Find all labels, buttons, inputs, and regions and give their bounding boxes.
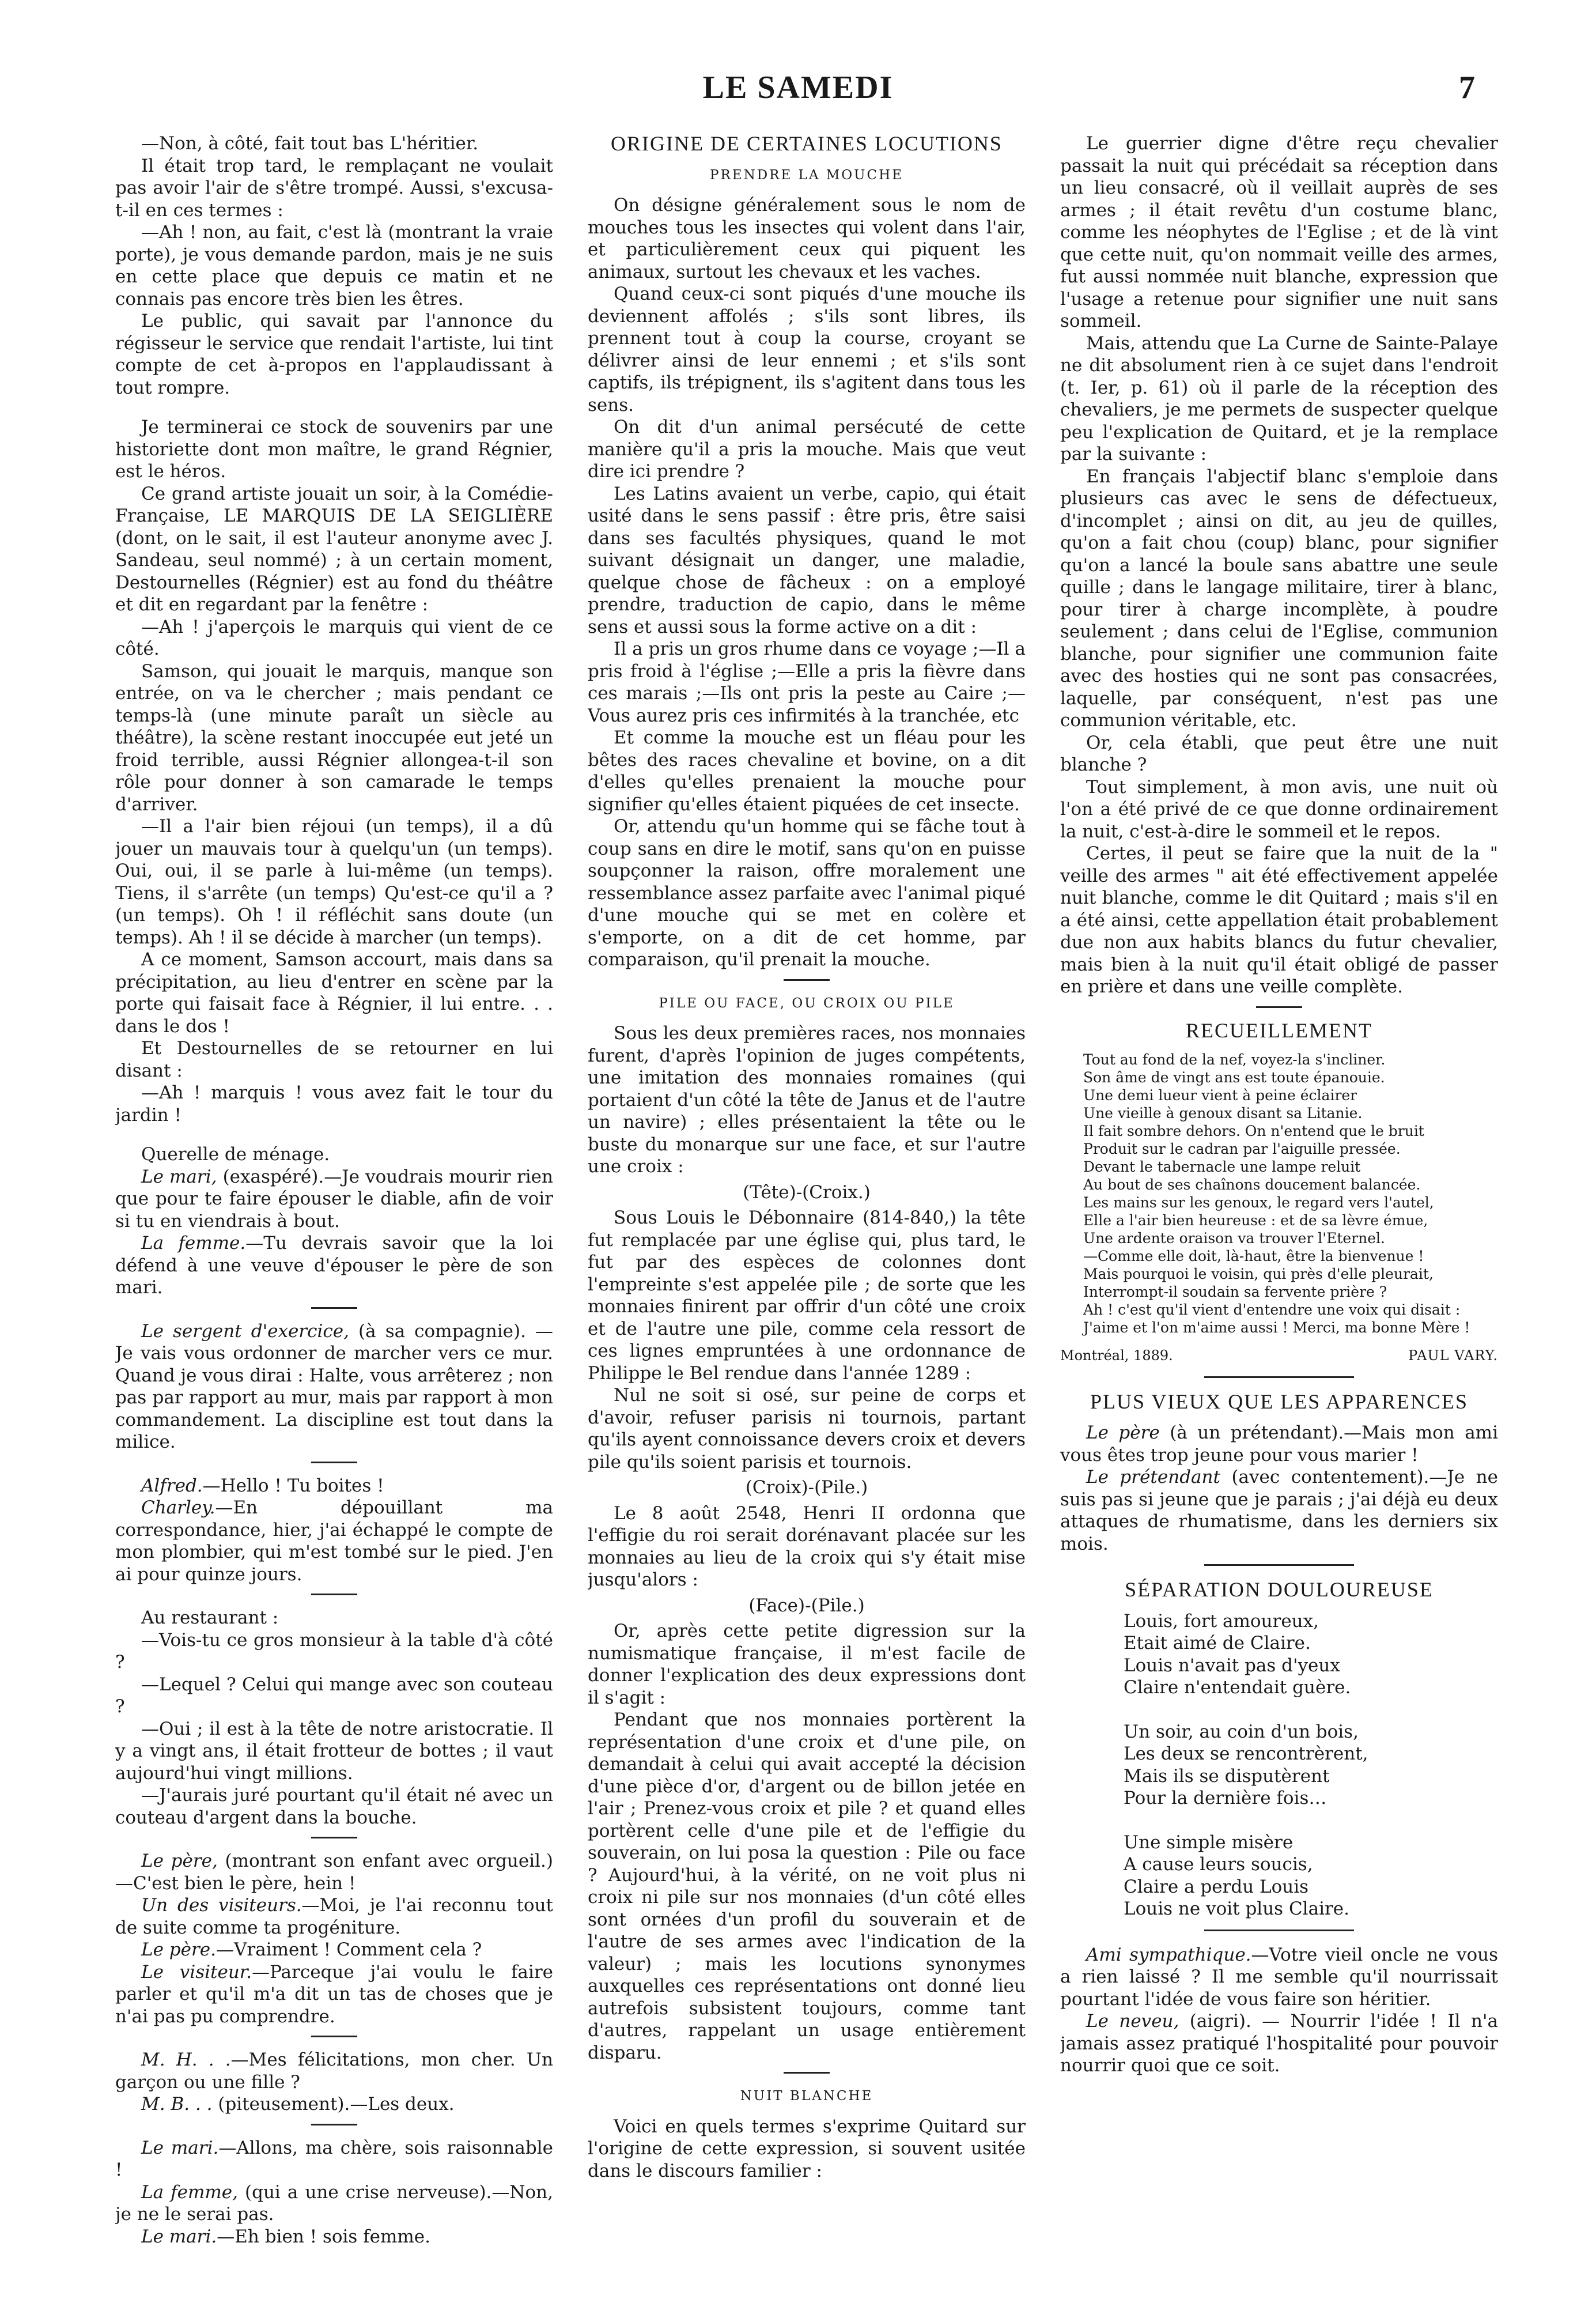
separator-rule — [311, 1307, 357, 1309]
paragraph: —Vois-tu ce gros monsieur à la table d'à côté ? — [115, 1629, 553, 1672]
paragraph: Or, après cette petite digression sur la numismatique française, il m'est facile de donner l'explication des deux expressions dont il s'agit : — [588, 1621, 1026, 1708]
paragraph: Sous Louis le Débonnaire (814-840,) la tête fut remplacée par une église qui, plus tard, le fut par des espèces de colonnes dont l'empreinte s'est appelée pile ; de sorte que les monnaies finirent par offrir d'un côté une croix et de l'autre une pile, comme cela ressort de ces lignes empruntées à une ordonnance de Philippe le Bel rendue dans l'année 1289 : — [588, 1207, 1026, 1384]
paragraph: Charley.—En dépouillant ma correspondance, hier, j'ai échappé le compte de mon plombier, qui m'est tombé sur le pied. J'en ai pour quinze jours. — [115, 1497, 553, 1585]
formula-line: (Face)-(Pile.) — [748, 1595, 865, 1616]
paragraph: Je terminerai ce stock de souvenirs par une historiette dont mon maître, le grand Régnier, est le héros. — [115, 417, 553, 482]
stanza-gap — [1124, 1699, 1498, 1721]
separator-rule — [311, 2036, 357, 2037]
column-1 — [115, 133, 553, 2300]
verse-line: Un soir, au coin d'un bois, — [1124, 1721, 1359, 1742]
verse-line: Louis ne voit plus Claire. — [1124, 1898, 1349, 1919]
poem-line: Les mains sur les genoux, le regard vers l'autel, — [1083, 1194, 1434, 1211]
paragraph: Et comme la mouche est un fléau pour les bêtes des races chevaline et bovine, on a dit d'elles qu'elles prenaient la mouche pour signifier qu'elles étaient piquées de cet insecte. — [588, 727, 1026, 815]
separator-rule — [311, 2124, 357, 2125]
paragraph: —Lequel ? Celui qui mange avec son couteau ? — [115, 1674, 553, 1717]
section-subheading: PRENDRE LA MOUCHE — [710, 167, 903, 183]
paragraph: Et Destournelles de se retourner en lui disant : — [115, 1038, 553, 1081]
columns — [115, 133, 1498, 2300]
paragraph: —J'aurais juré pourtant qu'il était né avec un couteau d'argent dans la bouche. — [115, 1785, 553, 1828]
paragraph: Pendant que nos monnaies portèrent la représentation d'une croix et d'une pile, on demandait à celui qui avait accepté la décision d'une pièce d'or, d'argent ou de billon jetée en l'air ; Prenez-vous croix et pile ? et quand elles portèrent celle d'une pile et de l'effigie du souverain, on lui posa la question : Pile ou face ? Aujourd'hui, à la vérité, on ne voit plus ni croix ni pile sur nos monnaies (d'un côté elles sont ornées d'un profil du souverain et de l'autre de ses armes avec l'indication de la valeur) ; mais les locutions synonymes auxquelles ces représentations ont donné lieu autrefois subsistent toujours, comme tant d'autres, rappelant un usage entièrement disparu. — [588, 1709, 1026, 2063]
poem-line: Mais pourquoi le voisin, qui près d'elle pleurait, — [1083, 1266, 1434, 1282]
separator-rule — [311, 1837, 357, 1838]
stanza-gap — [1124, 1810, 1498, 1832]
verse-line: Louis n'avait pas d'yeux — [1124, 1655, 1340, 1676]
paragraph: Ami sympathique.—Votre vieil oncle ne vous a rien laissé ? Il me semble qu'il nourrissait pourtant l'idée de vous faire son héritier. — [1060, 1944, 1498, 2010]
poem-place-date: Montréal, 1889. — [1060, 1347, 1173, 1364]
paragraph: Voici en quels termes s'exprime Quitard sur l'origine de cette expression, si souvent usitée dans le discours familier : — [588, 2116, 1026, 2181]
verse-line: Mais ils se disputèrent — [1124, 1765, 1330, 1787]
paragraph: Tout simplement, à mon avis, une nuit où l'on a été privé de ce que donne ordinairement la nuit, c'est-à-dire le sommeil et le repos. — [1060, 776, 1498, 842]
poem — [1083, 1051, 1498, 1336]
paragraph: M. H. . .—Mes félicitations, mon cher. Un garçon ou une fille ? — [115, 2049, 553, 2093]
paragraph: Samson, qui jouait le marquis, manque son entrée, on va le chercher ; mais pendant ce temps-là (une minute paraît un siècle au théâtre), la scène restant inoccupée eut jeté un froid terrible, aussi Régnier allongea-t-il son rôle pour donner à son camarade le temps d'arriver. — [115, 660, 553, 815]
poem-line: Une vieille à genoux disant sa Litanie. — [1083, 1105, 1363, 1122]
paragraph: On désigne généralement sous le nom de mouches tous les insectes qui volent dans l'air, et particulièrement ceux qui piquent les animaux, surtout les chevaux et les vaches. — [588, 195, 1026, 282]
paragraph: —Il a l'air bien réjoui (un temps), il a dû jouer un mauvais tour à quelqu'un (un temps). Oui, oui, il se parle à lui-même (un temps). Tiens, il s'arrête (un temps) Qu'est-ce qu'il a ? (un temps). Oh ! il réfléchit sans doute (un temps). Ah ! il se décide à marcher (un temps). — [115, 816, 553, 948]
paragraph: Le prétendant (avec contentement).—Je ne suis pas si jeune que je parais ; j'ai déjà eu deux attaques de rhumatisme, dans les derniers six mois. — [1060, 1467, 1498, 1554]
paragraph: Le neveu, (aigri). — Nourrir l'idée ! Il n'a jamais assez pratiqué l'hospitalité pour pouvoir nourrir quoi que ce soit. — [1060, 2011, 1498, 2076]
paragraph: Il était trop tard, le remplaçant ne voulait pas avoir l'air de s'être trompé. Aussi, s'excusa-t-il en ces termes : — [115, 155, 553, 221]
separator-rule — [311, 1594, 357, 1595]
paragraph: —Ah ! marquis ! vous avez fait le tour du jardin ! — [115, 1082, 553, 1126]
page-title: LE SAMEDI — [702, 70, 894, 105]
section-heading: SÉPARATION DOULOUREUSE — [1125, 1578, 1434, 1601]
poem-line: Au bout de ses chaînons doucement balancée. — [1083, 1176, 1421, 1193]
verse-line: A cause leurs soucis, — [1124, 1854, 1313, 1875]
poem-line: Devant le tabernacle une lampe reluit — [1083, 1158, 1361, 1175]
paragraph: —Oui ; il est à la tête de notre aristocratie. Il y a vingt ans, il était frotteur de bottes ; il vaut aujourd'hui vingt millions. — [115, 1718, 553, 1784]
column-2 — [588, 133, 1026, 2300]
verse-line: Pour la dernière fois… — [1124, 1788, 1327, 1808]
paragraph: Querelle de ménage. — [141, 1144, 330, 1165]
poem-line: Son âme de vingt ans est toute épanouie. — [1083, 1069, 1385, 1086]
verse-line: Louis, fort amoureux, — [1124, 1610, 1319, 1632]
paragraph: —Ah ! non, au fait, c'est là (montrant la vraie porte), je vous demande pardon, mais je ne suis en cette place que depuis ce matin et ne connais pas encore très bien les êtres. — [115, 222, 553, 309]
verse-line: Etait aimé de Claire. — [1124, 1633, 1311, 1653]
paragraph: Le sergent d'exercice, (à sa compagnie). — Je vais vous ordonner de marcher vers ce mur. Quand je vous dirai : Halte, vous arrêterez ; non pas par rapport au mur, mais par rapport à mon commandement. La discipline est tout dans la milice. — [115, 1320, 553, 1452]
paragraph: La femme, (qui a une crise nerveuse).—Non, je ne le serai pas. — [115, 2181, 553, 2225]
paragraph: Le mari.—Eh bien ! sois femme. — [141, 2226, 431, 2247]
paragraph: A ce moment, Samson accourt, mais dans sa précipitation, au lieu d'entrer en scène par la porte qui faisait face à Régnier, il lui entre. . . dans le dos ! — [115, 949, 553, 1037]
paragraph: Quand ceux-ci sont piqués d'une mouche ils deviennent affolés ; s'ils sont libres, ils prennent tout à coup la course, croyant se délivrer ainsi de leur ennemi ; et s'ils sont captifs, ils trépignent, ils s'agitent dans tous les sens. — [588, 284, 1026, 416]
paragraph: Nul ne soit si osé, sur peine de corps et d'avoir, refuser parisis ni tournois, partant qu'ils ayent connoissance devers croix et devers pile qu'ils soient parisis et tournois. — [588, 1385, 1026, 1473]
poem-title: RECUEILLEMENT — [1186, 1018, 1372, 1042]
paragraph: Or, cela établi, que peut être une nuit blanche ? — [1060, 732, 1498, 775]
poem-line: —Comme elle doit, là-haut, être la bienvenue ! — [1083, 1248, 1424, 1264]
paragraph: Un des visiteurs.—Moi, je l'ai reconnu tout de suite comme ta progéniture. — [115, 1895, 553, 1938]
separator-rule — [784, 979, 830, 981]
verse — [1124, 1610, 1498, 1920]
paragraph: Il a pris un gros rhume dans ce voyage ;—Il a pris froid à l'église ;—Elle a pris la fièvre dans ces marais ;—Ils ont pris la peste au Caire ;—Vous aurez pris ces infirmités à la tranchée, etc — [588, 639, 1026, 726]
separator-rule — [1204, 1564, 1354, 1566]
poem-line: Interrompt-il soudain sa fervente prière ? — [1083, 1283, 1387, 1300]
separator-rule — [784, 2072, 830, 2074]
paragraph: Le guerrier digne d'être reçu chevalier passait la nuit qui précédait sa réception dans un lieu consacré, où il veillait auprès de ses armes ; il était revêtu d'un costume blanc, comme les néophytes de l'Eglise ; et de là vint que cette nuit, qu'on nommait veille des armes, fut aussi nommée nuit blanche, expression que l'usage a retenue pour signifier une nuit sans sommeil. — [1060, 133, 1498, 331]
paragraph: Le père (à un prétendant).—Mais mon ami vous êtes trop jeune pour vous marier ! — [1060, 1422, 1498, 1466]
verse-line: Les deux se rencontrèrent, — [1124, 1743, 1368, 1764]
poem-line: Une demi lueur vient à peine éclairer — [1083, 1087, 1357, 1104]
paragraph: Le 8 août 2548, Henri II ordonna que l'effigie du roi serait dorénavant placée sur les monnaies au lieu de la croix qui s'y était mise jusqu'alors : — [588, 1502, 1026, 1590]
verse-line: Une simple misère — [1124, 1832, 1294, 1853]
section-heading: PLUS VIEUX QUE LES APPARENCES — [1090, 1390, 1469, 1413]
poem-line: Elle a l'air bien heureuse : et de sa lèvre émue, — [1083, 1212, 1428, 1229]
paragraph: M. B. . . (piteusement).—Les deux. — [141, 2094, 455, 2115]
poem-line: Produit sur le cadran par l'aiguille pressée. — [1083, 1141, 1401, 1157]
paragraph: Le public, qui savait par l'annonce du régisseur le service que rendait l'artiste, lui tint compte de cet à-propos en l'applaudissant à tout rompre. — [115, 311, 553, 398]
paragraph: Le mari, (exaspéré).—Je voudrais mourir rien que pour te faire épouser le diable, afin de voir si tu en viendrais à bout. — [115, 1166, 553, 1232]
separator-rule — [1204, 1376, 1354, 1378]
poem-line: Une ardente oraison va trouver l'Eternel. — [1083, 1230, 1385, 1247]
separator-rule — [1256, 1006, 1302, 1008]
poem-signature — [1060, 1345, 1498, 1367]
paragraph: Le père.—Vraiment ! Comment cela ? — [141, 1939, 482, 1960]
paragraph: Les Latins avaient un verbe, capio, qui était usité dans le sens passif : être pris, être saisi dans ses facultés physiques, quand le mot suivant désignait un danger, une maladie, quelque chose de fâcheux : on a employé prendre, traduction de capio, dans le même sens et aussi sous la forme active on a dit : — [588, 483, 1026, 637]
paragraph: —Non, à côté, fait tout bas L'héritier. — [141, 133, 479, 154]
separator-rule — [311, 1462, 357, 1463]
poem-line: Ah ! c'est qu'il vient d'entendre une voix qui disait : — [1083, 1301, 1461, 1318]
paragraph: Alfred.—Hello ! Tu boites ! — [141, 1475, 384, 1496]
verse-line: Claire a perdu Louis — [1124, 1876, 1309, 1897]
article-heading: ORIGINE DE CERTAINES LOCUTIONS — [611, 133, 1003, 155]
paragraph: On dit d'un animal persécuté de cette manière qu'il a pris la mouche. Mais que veut dire ici prendre ? — [588, 417, 1026, 482]
paragraph: La femme.—Tu devrais savoir que la loi défend à une veuve d'épouser le père de son mari. — [115, 1233, 553, 1298]
page-header — [0, 69, 1596, 115]
paragraph: Ce grand artiste jouait un soir, à la Comédie-Française, LE MARQUIS DE LA SEIGLIÈRE (dont, on le sait, il est l'auteur anonyme avec J. Sandeau, seul nommé) ; à un certain moment, Destournelles (Régnier) est au fond du théâtre et dit en regardant par la fenêtre : — [115, 483, 553, 615]
column-3 — [1060, 133, 1498, 2300]
paragraph: Au restaurant : — [141, 1607, 279, 1628]
section-subheading: NUIT BLANCHE — [740, 2089, 873, 2104]
paragraph: Mais, attendu que La Curne de Sainte-Palaye ne dit absolument rien à ce sujet dans l'endroit (t. Ier, p. 61) où il parle de la réception des chevaliers, je me permets de suspecter quelque peu l'explication de Quitard, et je la remplace par la suivante : — [1060, 333, 1498, 465]
paragraph: Sous les deux premières races, nos monnaies furent, d'après l'opinion de juges compétents, une imitation des monnaies romaines (qui portaient d'un côté la tête de Janus et de l'autre un navire) ; elles présentaient la tête ou le buste du monarque sur une face, et sur l'autre une croix : — [588, 1023, 1026, 1177]
paragraph: Le mari.—Allons, ma chère, sois raisonnable ! — [115, 2137, 553, 2180]
section-subheading: PILE OU FACE, OU CROIX OU PILE — [659, 995, 955, 1011]
formula-line: (Tête)-(Croix.) — [743, 1181, 871, 1203]
poem-line: Tout au fond de la nef, voyez-la s'incliner. — [1083, 1051, 1386, 1068]
paragraph: Certes, il peut se faire que la nuit de la " veille des armes " ait été effectivement appelée nuit blanche, comme le dit Quitard ; mais s'il en a été ainsi, cette appellation était probablement due non aux habits blancs du futur chevalier, mais bien à la nuit qu'il était obligé de passer en prière et dans une veille complète. — [1060, 843, 1498, 997]
poem-line: Il fait sombre dehors. On n'entend que le bruit — [1083, 1123, 1424, 1139]
poem-line: J'aime et l'on m'aime aussi ! Merci, ma bonne Mère ! — [1083, 1319, 1470, 1336]
poem-author: PAUL VARY. — [1408, 1347, 1498, 1364]
paragraph: Le visiteur.—Parceque j'ai voulu le faire parler et qu'il m'a dit un tas de choses que je n'ai pas pu comprendre. — [115, 1961, 553, 2027]
paragraph: Le père, (montrant son enfant avec orgueil.)—C'est bien le père, hein ! — [115, 1851, 553, 1894]
paragraph: En français l'abjectif blanc s'emploie dans plusieurs cas avec le sens de défectueux, d'incomplet ; ainsi on dit, au jeu de quilles, qu'on a fait chou (coup) blanc, pour signifier qu'on a lancé la boule sans abattre une seule quille ; dans le langage militaire, tirer à blanc, pour tirer à charge incomplète, à poudre seulement ; dans celui de l'Eglise, communion blanche, pour signifier une communion faite avec des hosties qui ne sont pas consacrées, laquelle, par conséquent, n'est pas une communion véritable, etc. — [1060, 466, 1498, 731]
paragraph: Or, attendu qu'un homme qui se fâche tout à coup sans en dire le motif, sans qu'on en puisse soupçonner la raison, offre moralement une ressemblance assez parfaite avec l'animal piqué d'une mouche qui se met en colère et s'emporte, on a dit de cet homme, par comparaison, qu'il prenait la mouche. — [588, 816, 1026, 970]
page-number: 7 — [1459, 70, 1475, 105]
separator-rule — [1204, 1930, 1354, 1931]
formula-line: (Croix)-(Pile.) — [745, 1477, 868, 1498]
paragraph: —Ah ! j'aperçois le marquis qui vient de ce côté. — [115, 616, 553, 659]
verse-line: Claire n'entendait guère. — [1124, 1677, 1351, 1698]
